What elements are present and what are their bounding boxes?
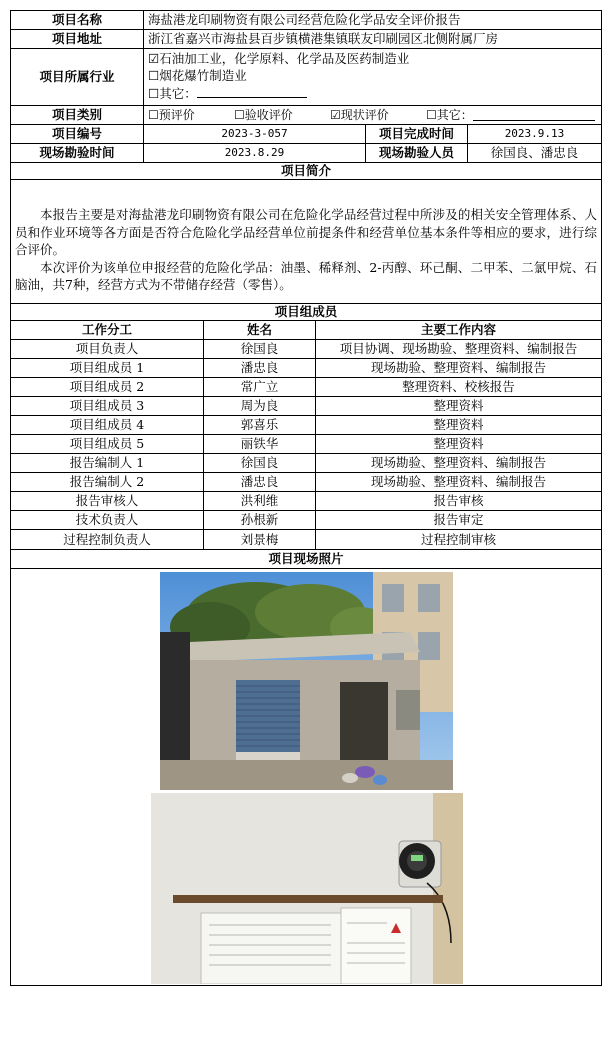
row-project-address xyxy=(11,30,601,49)
table-row xyxy=(11,378,601,397)
member-duty: 过程控制审核 xyxy=(420,531,496,547)
industry-option-petrochem[interactable]: ☑石油加工业，化学原料、化学品及医药制造业 xyxy=(148,51,410,66)
intro-body-row xyxy=(11,180,601,304)
member-name: 潘忠良 xyxy=(204,473,316,491)
site-photo-wall xyxy=(151,793,463,984)
table-row xyxy=(11,397,601,416)
member-duty: 项目协调、现场勘验、整理资料、编制报告 xyxy=(339,341,578,357)
project-finish-label: 项目完成时间 xyxy=(366,125,468,143)
row-project-type xyxy=(11,106,601,125)
member-name: 徐国良 xyxy=(204,454,316,472)
row-survey xyxy=(11,144,601,163)
col-header-duty: 主要工作内容 xyxy=(420,322,496,338)
table-row xyxy=(11,530,601,550)
intro-header-row xyxy=(11,163,601,180)
photos-header-row xyxy=(11,550,601,569)
project-industry-label: 项目所属行业 xyxy=(11,49,144,105)
member-name: 刘景梅 xyxy=(204,530,316,549)
row-project-industry xyxy=(11,49,601,106)
project-address-value: 浙江省嘉兴市海盐县百步镇横港集镇联友印刷园区北侧附属厂房 xyxy=(148,31,499,47)
project-number-label: 项目编号 xyxy=(11,125,144,143)
project-name-label: 项目名称 xyxy=(11,11,144,29)
member-name: 常广立 xyxy=(204,378,316,396)
report-sheet xyxy=(10,10,602,986)
row-project-number xyxy=(11,125,601,144)
member-name: 洪利维 xyxy=(204,492,316,510)
table-row xyxy=(11,473,601,492)
industry-options xyxy=(144,49,601,105)
member-role: 项目组成员 4 xyxy=(11,416,204,434)
intro-paragraph-2: 本次评价为该单位申报经营的危险化学品：油墨、稀释剂、2-丙醇、环己酮、二甲苯、二氯甲烷、石脑油，共7种，经营方式为不带储存经营（零售）。 xyxy=(15,259,597,292)
table-row xyxy=(11,435,601,454)
member-duty: 现场勘验、整理资料、编制报告 xyxy=(370,474,546,490)
photos-title: 项目现场照片 xyxy=(268,551,344,567)
wall-photo-illustration xyxy=(151,793,463,984)
member-duty: 整理资料 xyxy=(433,417,484,433)
member-name: 徐国良 xyxy=(204,340,316,358)
survey-time-label: 现场勘验时间 xyxy=(11,144,144,162)
type-option-other[interactable]: ☐其它： xyxy=(426,107,473,122)
member-duty: 报告审核 xyxy=(433,493,484,509)
member-name: 丽铁华 xyxy=(204,435,316,453)
member-duty: 现场勘验、整理资料、编制报告 xyxy=(370,360,546,376)
col-header-name: 姓名 xyxy=(204,321,316,339)
members-column-headers xyxy=(11,321,601,340)
survey-people-value: 徐国良、潘忠良 xyxy=(490,145,579,161)
intro-paragraph-1: 本报告主要是对海盐港龙印刷物资有限公司在危险化学品经营过程中所涉及的相关安全管理体系、人员和作业环境等各方面是否符合危险化学品经营单位前提条件和经营单位基本条件等相应的要求，进行综合评价。 xyxy=(15,207,597,257)
project-name-value: 海盐港龙印刷物资有限公司经营危险化学品安全评价报告 xyxy=(148,12,461,28)
member-role: 项目组成员 3 xyxy=(11,397,204,415)
member-role: 报告编制人 1 xyxy=(11,454,204,472)
members-title: 项目组成员 xyxy=(274,304,338,320)
member-role: 过程控制负责人 xyxy=(11,530,204,549)
member-duty: 整理资料、校核报告 xyxy=(402,379,515,395)
member-name: 周为良 xyxy=(204,397,316,415)
building-photo-illustration xyxy=(160,572,453,790)
member-name: 潘忠良 xyxy=(204,359,316,377)
project-type-options xyxy=(144,106,601,124)
member-role: 项目组成员 1 xyxy=(11,359,204,377)
table-row xyxy=(11,416,601,435)
type-option-current[interactable]: ☑现状评价 xyxy=(330,107,389,122)
member-role: 报告审核人 xyxy=(11,492,204,510)
project-finish-value: 2023.9.13 xyxy=(504,127,565,141)
project-number-value: 2023-3-057 xyxy=(144,125,366,143)
survey-time-value: 2023.8.29 xyxy=(144,144,366,162)
project-type-label: 项目类别 xyxy=(11,106,144,124)
member-duty: 报告审定 xyxy=(433,512,484,528)
table-row xyxy=(11,511,601,530)
project-address-label: 项目地址 xyxy=(11,30,144,48)
member-role: 项目负责人 xyxy=(11,340,204,358)
survey-people-label: 现场勘验人员 xyxy=(366,144,468,162)
intro-title: 项目简介 xyxy=(280,163,331,179)
table-row xyxy=(11,359,601,378)
member-role: 项目组成员 5 xyxy=(11,435,204,453)
table-row xyxy=(11,492,601,511)
industry-option-fireworks[interactable]: ☐烟花爆竹制造业 xyxy=(148,68,247,84)
member-name: 孙根新 xyxy=(204,511,316,529)
member-duty: 整理资料 xyxy=(433,398,484,414)
table-row xyxy=(11,340,601,359)
member-role: 技术负责人 xyxy=(11,511,204,529)
intro-text xyxy=(15,206,597,294)
member-duty: 现场勘验、整理资料、编制报告 xyxy=(370,455,546,471)
col-header-role: 工作分工 xyxy=(11,321,204,339)
member-role: 报告编制人 2 xyxy=(11,473,204,491)
member-name: 郭喜乐 xyxy=(204,416,316,434)
member-role: 项目组成员 2 xyxy=(11,378,204,396)
table-row xyxy=(11,454,601,473)
members-header-row xyxy=(11,304,601,321)
type-option-pre[interactable]: ☐预评价 xyxy=(148,107,195,122)
member-duty: 整理资料 xyxy=(433,436,484,452)
industry-other-blank xyxy=(197,86,307,98)
industry-option-other[interactable]: ☐其它： xyxy=(148,85,197,101)
site-photo-building xyxy=(160,572,453,790)
type-option-acceptance[interactable]: ☐验收评价 xyxy=(234,107,293,122)
type-other-blank xyxy=(473,109,595,121)
row-project-name xyxy=(11,11,601,30)
